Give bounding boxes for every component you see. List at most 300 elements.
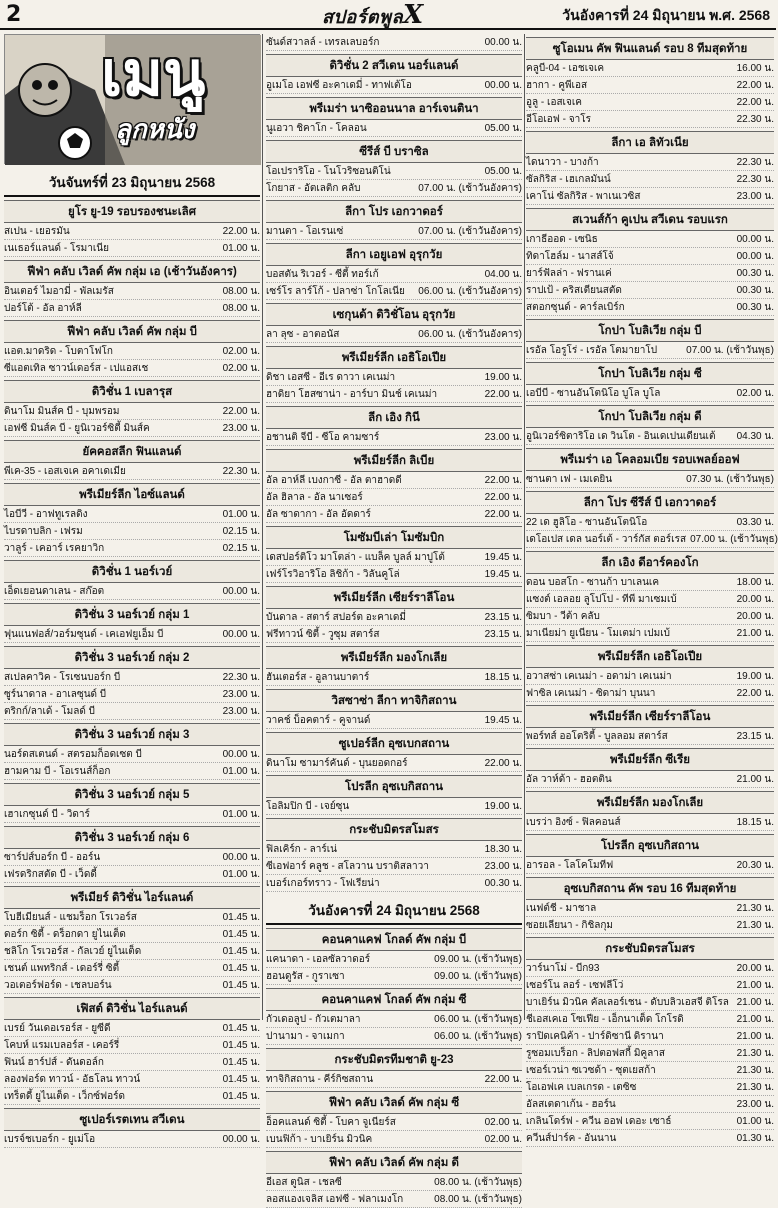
match-teams: ดินาโม ซามาร์คันด์ - บุนยอดกอร์ bbox=[266, 758, 408, 769]
match-teams: ซูร์นาดาล - อาเลซุนด์ บี bbox=[4, 689, 107, 700]
match-row bbox=[4, 1131, 260, 1148]
match-row bbox=[266, 1191, 522, 1208]
league-heading: ฟีฟ่า คลับ เวิลด์ คัพ กลุ่ม เอ (เช้าวันอังคาร) bbox=[4, 260, 260, 283]
match-row bbox=[526, 857, 774, 874]
league-heading: ซูเปอร์ลีก อุซเบกสถาน bbox=[266, 732, 522, 755]
kickoff-time: 01.45 น. bbox=[222, 1091, 260, 1102]
column-3 bbox=[526, 34, 778, 1144]
match-row bbox=[526, 531, 778, 548]
kickoff-time: 22.00 น. bbox=[736, 80, 774, 91]
match-teams: เดโอเปส เดล นอร์เต้ - วาร์กัส ตอร์เรส bbox=[526, 534, 687, 545]
kickoff-time: 01.45 น. bbox=[222, 963, 260, 974]
kickoff-time: 06.00 น. (เช้าวันอังคาร) bbox=[418, 329, 522, 340]
kickoff-time: 23.00 น. bbox=[222, 423, 260, 434]
match-row bbox=[266, 163, 522, 180]
match-teams: ไบรดาบลิก - เฟรม bbox=[4, 526, 83, 537]
match-teams: ฟาซิล เคเนม่า - ซิดาม่า บุนนา bbox=[526, 688, 656, 699]
match-teams: เอฟซี มินส์ค บี - ยูนิเวอร์ซิตี้ มินส์ค bbox=[4, 423, 150, 434]
match-row bbox=[526, 1062, 774, 1079]
match-teams: วาร์นาโม่ - บีก93 bbox=[526, 963, 600, 974]
kickoff-time: 08.00 น. (เช้าวันพุธ) bbox=[434, 1194, 522, 1205]
match-row bbox=[4, 540, 260, 557]
match-row bbox=[4, 420, 260, 437]
kickoff-time: 21.30 น. bbox=[736, 1065, 774, 1076]
match-row bbox=[266, 875, 522, 892]
league-heading: ดิวิชั่น 3 นอร์เวย์ กลุ่ม 5 bbox=[4, 783, 260, 806]
kickoff-time: 22.00 น. bbox=[222, 406, 260, 417]
kickoff-time: 21.30 น. bbox=[736, 1048, 774, 1059]
kickoff-time: 00.00 น. bbox=[484, 37, 522, 48]
match-teams: ซันด์สวาลล์ - เทรลเลบอร์ก bbox=[266, 37, 380, 48]
match-teams: เบรย์ วันเดอเรอร์ส - ยูซีดี bbox=[4, 1023, 111, 1034]
match-row bbox=[526, 771, 774, 788]
match-row bbox=[266, 266, 522, 283]
match-row bbox=[526, 1045, 774, 1062]
match-teams: ฮากา - คูพีเอส bbox=[526, 80, 588, 91]
match-teams: ซีแอตเทิล ซาวน์เดอร์ส - เปแอสเช bbox=[4, 363, 149, 374]
match-teams: กัวเดอลูป - กัวเตมาลา bbox=[266, 1014, 361, 1025]
match-row bbox=[526, 900, 774, 917]
match-teams: ฮาดิยา โฮสซาน่า - อาร์บา มินช์ เคเนม่า bbox=[266, 389, 438, 400]
match-row bbox=[266, 489, 522, 506]
league-heading: พรีเมียร์ลีก ลิเบีย bbox=[266, 449, 522, 472]
match-row bbox=[4, 523, 260, 540]
match-row bbox=[526, 471, 774, 488]
column-divider bbox=[262, 34, 263, 1020]
match-row bbox=[526, 265, 774, 282]
league-heading: พรีเมียร์ลีก เซียร์ราลีโอน bbox=[266, 586, 522, 609]
match-teams: นอร์ดสเตนด์ - สตรอมก็อดเซต บี bbox=[4, 749, 142, 760]
match-teams: อัล ฮิลาล - อัล นาเซอร์ bbox=[266, 492, 363, 503]
match-teams: มานตา - โอเรนเซ่ bbox=[266, 226, 344, 237]
match-teams: ฟรีทาวน์ ซิตี้ - วูซุม สตาร์ส bbox=[266, 629, 380, 640]
match-teams: อูลู - เอสเจเค bbox=[526, 97, 582, 108]
kickoff-time: 23.00 น. bbox=[222, 706, 260, 717]
match-row bbox=[266, 506, 522, 523]
kickoff-time: 18.00 น. bbox=[736, 577, 774, 588]
kickoff-time: 22.00 น. bbox=[484, 492, 522, 503]
match-row bbox=[526, 342, 774, 359]
kickoff-time: 00.00 น. bbox=[736, 234, 774, 245]
match-row bbox=[4, 1020, 260, 1037]
match-teams: ราปเป้ - คริสเตียนสตัด bbox=[526, 285, 622, 296]
match-row bbox=[4, 506, 260, 523]
kickoff-time: 01.00 น. bbox=[736, 1116, 774, 1127]
match-row bbox=[4, 360, 260, 377]
match-teams: บันดาล - สตาร์ สปอร์ต อะคาเดมี่ bbox=[266, 612, 406, 623]
match-teams: ลองฟอร์ด ทาวน์ - อัธโลน ทาวน์ bbox=[4, 1074, 141, 1085]
league-heading: ดิวิชั่น 3 นอร์เวย์ กลุ่ม 3 bbox=[4, 723, 260, 746]
league-heading: พรีเมียร์ลีก มองโกเลีย bbox=[526, 791, 774, 814]
kickoff-time: 20.00 น. bbox=[736, 611, 774, 622]
kickoff-time: 22.00 น. bbox=[484, 389, 522, 400]
match-row bbox=[266, 1114, 522, 1131]
kickoff-time: 07.00 น. (เช้าวันอังคาร) bbox=[418, 183, 522, 194]
kickoff-time: 19.00 น. bbox=[736, 671, 774, 682]
kickoff-time: 01.00 น. bbox=[222, 809, 260, 820]
match-row bbox=[526, 1096, 774, 1113]
league-heading: ฟีฟ่า คลับ เวิลด์ คัพ กลุ่ม ดี bbox=[266, 1151, 522, 1174]
kickoff-time: 05.00 น. bbox=[484, 123, 522, 134]
match-teams: ซาร์ปส์บอร์ก บี - ออร์น bbox=[4, 852, 101, 863]
match-teams: เซอร์โน ลอร์ - เซฟลีโว่ bbox=[526, 980, 624, 991]
match-row bbox=[526, 977, 774, 994]
league-heading: พรีเมียร์ลีก มองโกเลีย bbox=[266, 646, 522, 669]
match-row bbox=[526, 385, 774, 402]
match-row bbox=[4, 283, 260, 300]
match-row bbox=[526, 77, 774, 94]
league-heading: ลีก เอิง กินี bbox=[266, 406, 522, 429]
match-row bbox=[4, 1088, 260, 1105]
match-row bbox=[266, 77, 522, 94]
league-heading: ดิวิชั่น 3 นอร์เวย์ กลุ่ม 6 bbox=[4, 826, 260, 849]
league-heading: โปรลีก อุซเบกิสถาน bbox=[526, 834, 774, 857]
kickoff-time: 02.15 น. bbox=[222, 526, 260, 537]
schedule-list bbox=[4, 168, 260, 1148]
match-teams: ไดนาวา - บางก้า bbox=[526, 157, 599, 168]
kickoff-time: 00.30 น. bbox=[736, 268, 774, 279]
kickoff-time: 22.00 น. bbox=[736, 688, 774, 699]
match-teams: สตอกซุนด์ - คาร์ลเบิร์ก bbox=[526, 302, 625, 313]
match-row bbox=[266, 34, 522, 51]
match-teams: ฟุนแนฟอส์/วอร์มซุนด์ - เคเอฟยูเอ็ม บี bbox=[4, 629, 164, 640]
league-heading: โกปา โบลิเวีย กลุ่ม ดี bbox=[526, 405, 774, 428]
match-row bbox=[526, 591, 774, 608]
schedule-list bbox=[526, 37, 778, 1147]
match-row bbox=[4, 669, 260, 686]
match-row bbox=[266, 951, 522, 968]
league-heading: ฟีฟ่า คลับ เวิลด์ คัพ กลุ่ม บี bbox=[4, 320, 260, 343]
match-teams: ซานตา เฟ - เมเดยิน bbox=[526, 474, 613, 485]
match-teams: ซีเอฟอาร์ คลูช - สโลวาน บราติสลาวา bbox=[266, 861, 429, 872]
match-teams: เอบีบี - ซานอันโตนิโอ บูโล บูโล bbox=[526, 388, 661, 399]
match-teams: เบนฟิก้า - บาเยิร์น มิวนิค bbox=[266, 1134, 373, 1145]
kickoff-time: 21.00 น. bbox=[736, 980, 774, 991]
match-teams: ไอบีวี - อาฟทูเรลดิง bbox=[4, 509, 88, 520]
kickoff-time: 02.00 น. bbox=[484, 1117, 522, 1128]
match-teams: เนฟต์ชี - มาชาล bbox=[526, 903, 597, 914]
match-row bbox=[526, 282, 774, 299]
match-row bbox=[266, 429, 522, 446]
kickoff-time: 19.45 น. bbox=[484, 569, 522, 580]
league-heading: พรีเมียร์ลีก เอธิโอเปีย bbox=[526, 645, 774, 668]
league-heading: โกปา โบลิเวีย กลุ่ม บี bbox=[526, 319, 774, 342]
kickoff-time: 01.30 น. bbox=[736, 1133, 774, 1144]
match-teams: อัลสเตดาเก้น - ฮอร์น bbox=[526, 1099, 616, 1110]
kickoff-time: 23.00 น. bbox=[736, 1099, 774, 1110]
kickoff-time: 02.00 น. bbox=[484, 1134, 522, 1145]
league-heading: คอนคาแคฟ โกลด์ คัพ กลุ่ม บี bbox=[266, 928, 522, 951]
match-teams: ควีนส์ปาร์ค - อันนาน bbox=[526, 1133, 617, 1144]
match-teams: ดินาโม มินส์ค บี - บุมพรอม bbox=[4, 406, 120, 417]
match-teams: อชานติ จีบี - ซีโอ คามซาร์ bbox=[266, 432, 380, 443]
match-row bbox=[266, 472, 522, 489]
league-heading: ลีกา โปร ซีรีส์ บี เอกวาดอร์ bbox=[526, 491, 774, 514]
match-teams: โบฮีเมียนส์ - แชมร็อก โรเวอร์ส bbox=[4, 912, 137, 923]
match-row bbox=[526, 625, 774, 642]
match-row bbox=[526, 1113, 774, 1130]
match-teams: แซงต์ เอลอย ลูโปโป - ทีพี มาเซมเบ้ bbox=[526, 594, 677, 605]
league-heading: คอนคาแคฟ โกลด์ คัพ กลุ่ม ซี bbox=[266, 988, 522, 1011]
kickoff-time: 22.00 น. bbox=[484, 475, 522, 486]
kickoff-time: 01.00 น. bbox=[222, 869, 260, 880]
league-heading: ยัคคอสลีก ฟินแลนด์ bbox=[4, 440, 260, 463]
kickoff-time: 23.00 น. bbox=[736, 191, 774, 202]
match-teams: ทาจิกิสถาน - คีร์กิซสถาน bbox=[266, 1074, 374, 1085]
match-teams: อีเอส ตูนิส - เชลซี bbox=[266, 1177, 342, 1188]
match-row bbox=[266, 223, 522, 240]
match-row bbox=[266, 1028, 522, 1045]
kickoff-time: 21.00 น. bbox=[736, 1031, 774, 1042]
match-teams: โอเปราริโอ - โนโวริซอนติโน่ bbox=[266, 166, 391, 177]
match-teams: อารอล - โลโคโมทีฟ bbox=[526, 860, 614, 871]
match-row bbox=[526, 1011, 774, 1028]
match-row bbox=[526, 188, 774, 205]
kickoff-time: 07.00 น. (เช้าวันพุธ) bbox=[690, 534, 778, 545]
league-heading: กระชับมิตรทีมชาติ ยู-23 bbox=[266, 1048, 522, 1071]
match-row bbox=[4, 703, 260, 720]
match-teams: โอลิมปิก บี - เจย์ซุน bbox=[266, 801, 350, 812]
match-teams: โคบห์ แรมเบลอร์ส - เคอร์รี่ bbox=[4, 1040, 120, 1051]
match-row bbox=[266, 968, 522, 985]
match-teams: ฟิลเคิร์ก - ลาร์เน่ bbox=[266, 844, 337, 855]
match-teams: เฮาเกซุนด์ บี - วิดาร์ bbox=[4, 809, 90, 820]
match-teams: ทิดาโฮล์ม - นาสส์โจ้ bbox=[526, 251, 614, 262]
match-row bbox=[4, 300, 260, 317]
kickoff-time: 22.30 น. bbox=[222, 466, 260, 477]
kickoff-time: 01.45 น. bbox=[222, 1057, 260, 1068]
league-heading: พรีเมร่า นาซิออนนาล อาร์เจนตินา bbox=[266, 97, 522, 120]
kickoff-time: 00.30 น. bbox=[484, 878, 522, 889]
match-row bbox=[4, 866, 260, 883]
league-heading: อุซเบกิสถาน คัพ รอบ 16 ทีมสุดท้าย bbox=[526, 877, 774, 900]
match-row bbox=[4, 806, 260, 823]
kickoff-time: 22.30 น. bbox=[736, 174, 774, 185]
match-row bbox=[526, 514, 774, 531]
match-row bbox=[4, 1054, 260, 1071]
match-row bbox=[526, 154, 774, 171]
kickoff-time: 19.00 น. bbox=[484, 801, 522, 812]
kickoff-time: 23.15 น. bbox=[484, 612, 522, 623]
kickoff-time: 02.15 น. bbox=[222, 543, 260, 554]
kickoff-time: 21.30 น. bbox=[736, 1082, 774, 1093]
match-teams: เรอัล โอรูโร่ - เรอัล โตมายาโป bbox=[526, 345, 658, 356]
match-row bbox=[4, 1037, 260, 1054]
match-teams: วอเตอร์ฟอร์ด - เชลบอร์น bbox=[4, 980, 112, 991]
match-teams: รูซอมเบร็อก - ลิปตอฟสกี้ มิคูลาส bbox=[526, 1048, 665, 1059]
kickoff-time: 21.00 น. bbox=[736, 628, 774, 639]
match-teams: อ็อคแลนด์ ซิตี้ - โบคา จูเนียร์ส bbox=[266, 1117, 396, 1128]
match-row bbox=[526, 1028, 774, 1045]
kickoff-time: 01.45 น. bbox=[222, 1040, 260, 1051]
match-teams: พีเค-35 - เอสเจเค อคาเดเมีย bbox=[4, 466, 126, 477]
match-teams: เคาโน่ ซัลกิริส - พาเนเวซิส bbox=[526, 191, 641, 202]
match-teams: ดิชา เอสซี - อีเร ดาวา เคเนม่า bbox=[266, 372, 396, 383]
kickoff-time: 20.30 น. bbox=[736, 860, 774, 871]
kickoff-time: 21.00 น. bbox=[736, 997, 774, 1008]
kickoff-time: 21.00 น. bbox=[736, 1014, 774, 1025]
kickoff-time: 18.30 น. bbox=[484, 844, 522, 855]
match-row bbox=[4, 686, 260, 703]
match-row bbox=[266, 326, 522, 343]
match-row bbox=[526, 111, 774, 128]
match-teams: โอเอฟเค เบลเกรด - เตซิซ bbox=[526, 1082, 637, 1093]
match-row bbox=[526, 814, 774, 831]
match-teams: ปานามา - จาเมกา bbox=[266, 1031, 345, 1042]
column-1 bbox=[4, 34, 260, 1145]
date-heading: วันอังคารที่ 24 มิถุนายน 2568 bbox=[266, 896, 522, 925]
match-teams: เดสปอร์ติโว มาโตล่า - แบล็ค บูลล์ มาปูโต้ bbox=[266, 552, 445, 563]
league-heading: ดิวิชั่น 2 สวีเดน นอร์แลนด์ bbox=[266, 54, 522, 77]
match-row bbox=[526, 917, 774, 934]
match-teams: อูเมโอ เอฟซี อะคาเดมี่ - ทาฟเต้โอ bbox=[266, 80, 412, 91]
match-row bbox=[266, 369, 522, 386]
match-row bbox=[4, 849, 260, 866]
match-teams: แคนาดา - เอลซัลวาดอร์ bbox=[266, 954, 371, 965]
match-teams: สเปลคาวิค - โรเซนบอร์ก บี bbox=[4, 672, 121, 683]
match-teams: ฮามคาม บี - โอเรนส์ก็อก bbox=[4, 766, 111, 777]
kickoff-time: 08.00 น. bbox=[222, 286, 260, 297]
kickoff-time: 06.00 น. (เช้าวันอังคาร) bbox=[418, 286, 522, 297]
kickoff-time: 22.00 น. bbox=[222, 226, 260, 237]
match-row bbox=[266, 626, 522, 643]
masthead-text: สปอร์ตพูล bbox=[322, 7, 403, 28]
kickoff-time: 02.00 น. bbox=[736, 388, 774, 399]
match-teams: เทร็ตดี้ ยูไนเต็ด - เว็กซ์ฟอร์ด bbox=[4, 1091, 125, 1102]
match-teams: 22 เด ฮูลิโอ - ซานอันโตนิโอ bbox=[526, 517, 648, 528]
league-heading: ลีกา โปร เอกวาดอร์ bbox=[266, 200, 522, 223]
match-teams: อวาสซ่า เคเนม่า - อดาม่า เคเนม่า bbox=[526, 671, 672, 682]
match-row bbox=[4, 960, 260, 977]
date-heading: วันจันทร์ที่ 23 มิถุนายน 2568 bbox=[4, 168, 260, 197]
schedule-list bbox=[266, 34, 522, 1208]
match-teams: อัล วาห์ด้า - ฮอตติน bbox=[526, 774, 612, 785]
match-row bbox=[266, 858, 522, 875]
kickoff-time: 05.00 น. bbox=[484, 166, 522, 177]
kickoff-time: 06.00 น. (เช้าวันพุธ) bbox=[434, 1014, 522, 1025]
match-teams: เชนต์ แพทริกส์ - เดอร์รี่ ซิตี้ bbox=[4, 963, 120, 974]
match-teams: วาลูร์ - เคอาร์ เรคยาวิก bbox=[4, 543, 105, 554]
match-row bbox=[526, 231, 774, 248]
kickoff-time: 18.15 น. bbox=[484, 672, 522, 683]
match-teams: เกาธีออด - เซนิธ bbox=[526, 234, 598, 245]
kickoff-time: 00.00 น. bbox=[222, 629, 260, 640]
match-teams: ชลิโก โรเวอร์ส - กัลเวย์ ยูไนเต็ด bbox=[4, 946, 142, 957]
kickoff-time: 19.45 น. bbox=[484, 552, 522, 563]
match-row bbox=[4, 746, 260, 763]
match-teams: ดอร์ก ซิตี้ - ดร็อกดา ยูไนเต็ด bbox=[4, 929, 126, 940]
kickoff-time: 23.00 น. bbox=[484, 861, 522, 872]
league-heading: พรีเมียร์ ดิวิชั่น ไอร์แลนด์ bbox=[4, 886, 260, 909]
match-teams: เซร์โร ลาร์โก้ - ปลาซ่า โกโลเนีย bbox=[266, 286, 405, 297]
page-number: 2 bbox=[6, 2, 22, 27]
kickoff-time: 22.00 น. bbox=[736, 97, 774, 108]
kickoff-time: 04.00 น. bbox=[484, 269, 522, 280]
league-heading: วิสซาซ่า ลีกา ทาจิกิสถาน bbox=[266, 689, 522, 712]
kickoff-time: 01.00 น. bbox=[222, 509, 260, 520]
kickoff-time: 00.00 น. bbox=[222, 852, 260, 863]
match-row bbox=[526, 574, 774, 591]
kickoff-time: 21.30 น. bbox=[736, 903, 774, 914]
match-teams: ชีเอสเคเอ โซเฟีย - เอ็กนาเต็ด โกโรดิ bbox=[526, 1014, 684, 1025]
league-heading: ซูโอเมน คัพ ฟินแลนด์ รอบ 8 ทีมสุดท้าย bbox=[526, 37, 774, 60]
match-row bbox=[526, 608, 774, 625]
match-teams: เบอร์เกอร์ทราว - โฟเรียน่า bbox=[266, 878, 380, 889]
league-heading: ดิวิชั่น 3 นอร์เวย์ กลุ่ม 2 bbox=[4, 646, 260, 669]
league-heading: พรีเมียร์ลีก ไอซ์แลนด์ bbox=[4, 483, 260, 506]
match-teams: ซอยเลียนา - กิชิลกุม bbox=[526, 920, 614, 931]
league-heading: กระชับมิตรสโมสร bbox=[266, 818, 522, 841]
league-heading: ซีรีส์ บี บราซิล bbox=[266, 140, 522, 163]
match-row bbox=[266, 283, 522, 300]
league-heading: ลีกา เอ ลิทัวเนีย bbox=[526, 131, 774, 154]
match-row bbox=[526, 171, 774, 188]
league-heading: เฟิสต์ ดิวิชั่น ไอร์แลนด์ bbox=[4, 997, 260, 1020]
match-row bbox=[266, 841, 522, 858]
kickoff-time: 02.00 น. bbox=[222, 363, 260, 374]
match-row bbox=[4, 1071, 260, 1088]
match-row bbox=[4, 463, 260, 480]
match-row bbox=[266, 180, 522, 197]
match-teams: ฮันเตอร์ส - อูลานบาตาร์ bbox=[266, 672, 370, 683]
match-row bbox=[526, 685, 774, 702]
match-row bbox=[526, 1130, 774, 1147]
match-teams: แอต.มาดริด - โบตาโฟโก bbox=[4, 346, 113, 357]
match-row bbox=[526, 248, 774, 265]
kickoff-time: 01.45 น. bbox=[222, 946, 260, 957]
kickoff-time: 20.00 น. bbox=[736, 594, 774, 605]
league-heading: ดิวิชั่น 3 นอร์เวย์ กลุ่ม 1 bbox=[4, 603, 260, 626]
league-heading: ดิวิชั่น 1 นอร์เวย์ bbox=[4, 560, 260, 583]
match-teams: คลูบี-04 - เอชเจเค bbox=[526, 63, 605, 74]
match-row bbox=[266, 609, 522, 626]
match-row bbox=[266, 669, 522, 686]
match-row bbox=[266, 712, 522, 729]
banner-title: เมนู bbox=[101, 37, 206, 110]
kickoff-time: 22.00 น. bbox=[484, 509, 522, 520]
match-teams: ลอสแองเจลิส เอฟซี - ฟลาเมงโก bbox=[266, 1194, 404, 1205]
kickoff-time: 07.30 น. (เช้าวันพุธ) bbox=[686, 474, 774, 485]
kickoff-time: 00.30 น. bbox=[736, 285, 774, 296]
match-teams: ตริกก์/ลาเด้ - โมลด์ บี bbox=[4, 706, 96, 717]
kickoff-time: 07.00 น. (เช้าวันพุธ) bbox=[686, 345, 774, 356]
kickoff-time: 21.30 น. bbox=[736, 920, 774, 931]
match-teams: อูนิเวอร์ซิตาริโอ เด วินโต - อินเดเปนเดียนเต้ bbox=[526, 431, 716, 442]
match-teams: บาเยิร์น มิวนิค คัลเลอร์เชน - ดับบลิวเอสจี ติโรล bbox=[526, 997, 729, 1008]
kickoff-time: 01.45 น. bbox=[222, 1074, 260, 1085]
match-row bbox=[4, 403, 260, 420]
match-row bbox=[4, 909, 260, 926]
match-row bbox=[4, 763, 260, 780]
match-teams: เอ็ดเยอนดาเลน - สก๊อต bbox=[4, 586, 105, 597]
match-row bbox=[266, 755, 522, 772]
match-row bbox=[266, 1071, 522, 1088]
match-row bbox=[266, 1011, 522, 1028]
match-row bbox=[266, 120, 522, 137]
league-heading: ลีก เอิง ดีอาร์คองโก bbox=[526, 551, 774, 574]
match-teams: ดอน บอสโก - ซานก้า บาเลนเค bbox=[526, 577, 660, 588]
league-heading: ดิวิชั่น 1 เบลารุส bbox=[4, 380, 260, 403]
kickoff-time: 18.15 น. bbox=[736, 817, 774, 828]
league-heading: เซกุนด้า ดิวิชั่โอน อุรุกวัย bbox=[266, 303, 522, 326]
match-row bbox=[526, 428, 774, 445]
league-heading: กระชับมิตรสโมสร bbox=[526, 937, 774, 960]
banner-subtitle: ลูกหนัง bbox=[115, 115, 195, 145]
kickoff-time: 01.45 น. bbox=[222, 929, 260, 940]
league-heading: โมซัมบีเล่า โมซัมบิก bbox=[266, 526, 522, 549]
kickoff-time: 01.00 น. bbox=[222, 243, 260, 254]
match-row bbox=[266, 798, 522, 815]
